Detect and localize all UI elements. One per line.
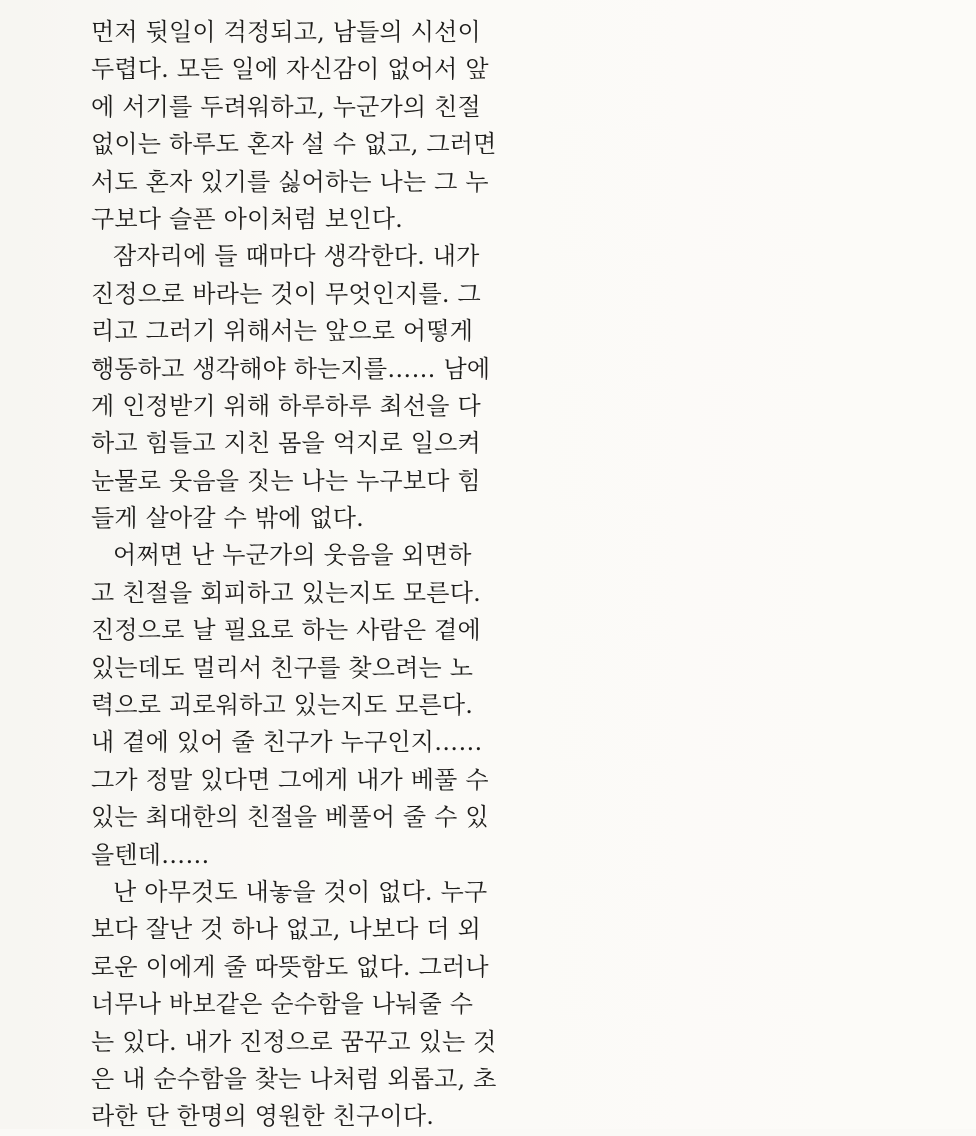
text-line: 없이는 하루도 혼자 설 수 없고, 그러면: [91, 130, 497, 159]
paragraph-2: [91, 238, 491, 537]
text-line: 고 친절을 회피하고 있는지도 모른다.: [91, 578, 481, 607]
text-line: 있는데도 멀리서 친구를 찾으려는 노: [91, 653, 474, 682]
text-line: 그가 정말 있다면 그에게 내가 베풀 수: [91, 765, 489, 794]
text-line: 먼저 뒷일이 걱정되고, 남들의 시선이: [91, 18, 481, 46]
paragraph-1: [91, 14, 497, 238]
essay-text: [91, 14, 497, 1136]
text-line: 보다 잘난 것 하나 없고, 나보다 더 외: [91, 915, 482, 944]
text-line: 두렵다. 모든 일에 자신감이 없어서 앞: [91, 55, 489, 84]
text-line: 에 서기를 두려워하고, 누군가의 친절: [91, 92, 481, 121]
text-line: 라한 단 한명의 영원한 친구이다.: [91, 1102, 435, 1131]
text-line: 구보다 슬픈 아이처럼 보인다.: [91, 204, 403, 233]
text-line: 있는 최대한의 친절을 베풀어 줄 수 있: [91, 803, 489, 832]
text-line: 은 내 순수함을 찾는 나처럼 외롭고, 초: [91, 1064, 497, 1093]
paragraph-4: [91, 874, 497, 1136]
text-line: 너무나 바보같은 순수함을 나눠줄 수: [91, 990, 474, 1019]
text-line: 서도 혼자 있기를 싫어하는 나는 그 누: [91, 167, 489, 196]
text-line: 로운 이에게 줄 따뜻함도 없다. 그러나: [91, 952, 489, 981]
text-line: 내 곁에 있어 줄 친구가 누구인지……: [91, 728, 483, 757]
text-line: 리고 그러기 위해서는 앞으로 어떻게: [91, 317, 474, 346]
text-line: 진정으로 바라는 것이 무엇인지를. 그: [91, 279, 481, 308]
text-line: 게 인정받기 위해 하루하루 최선을 다: [91, 391, 481, 420]
text-line: 을텐데……: [91, 840, 210, 869]
text-line: 난 아무것도 내놓을 것이 없다. 누구: [113, 877, 488, 906]
text-line: 눈물로 웃음을 짓는 나는 누구보다 힘: [91, 466, 481, 495]
paragraph-3: [91, 537, 489, 874]
text-line: 행동하고 생각해야 하는지를…… 남에: [91, 354, 491, 383]
text-line: 잠자리에 들 때마다 생각한다. 내가: [113, 242, 480, 271]
text-line: 력으로 괴로워하고 있는지도 모른다.: [91, 691, 474, 720]
text-line: 는 있다. 내가 진정으로 꿈꾸고 있는 것: [91, 1027, 497, 1056]
text-line: 진정으로 날 필요로 하는 사람은 곁에: [91, 616, 481, 645]
text-line: 들게 살아갈 수 밖에 없다.: [91, 504, 364, 533]
text-line: 하고 힘들고 지친 몸을 억지로 일으켜: [91, 429, 481, 458]
text-line: 어쩌면 난 누군가의 웃음을 외면하: [113, 541, 472, 570]
